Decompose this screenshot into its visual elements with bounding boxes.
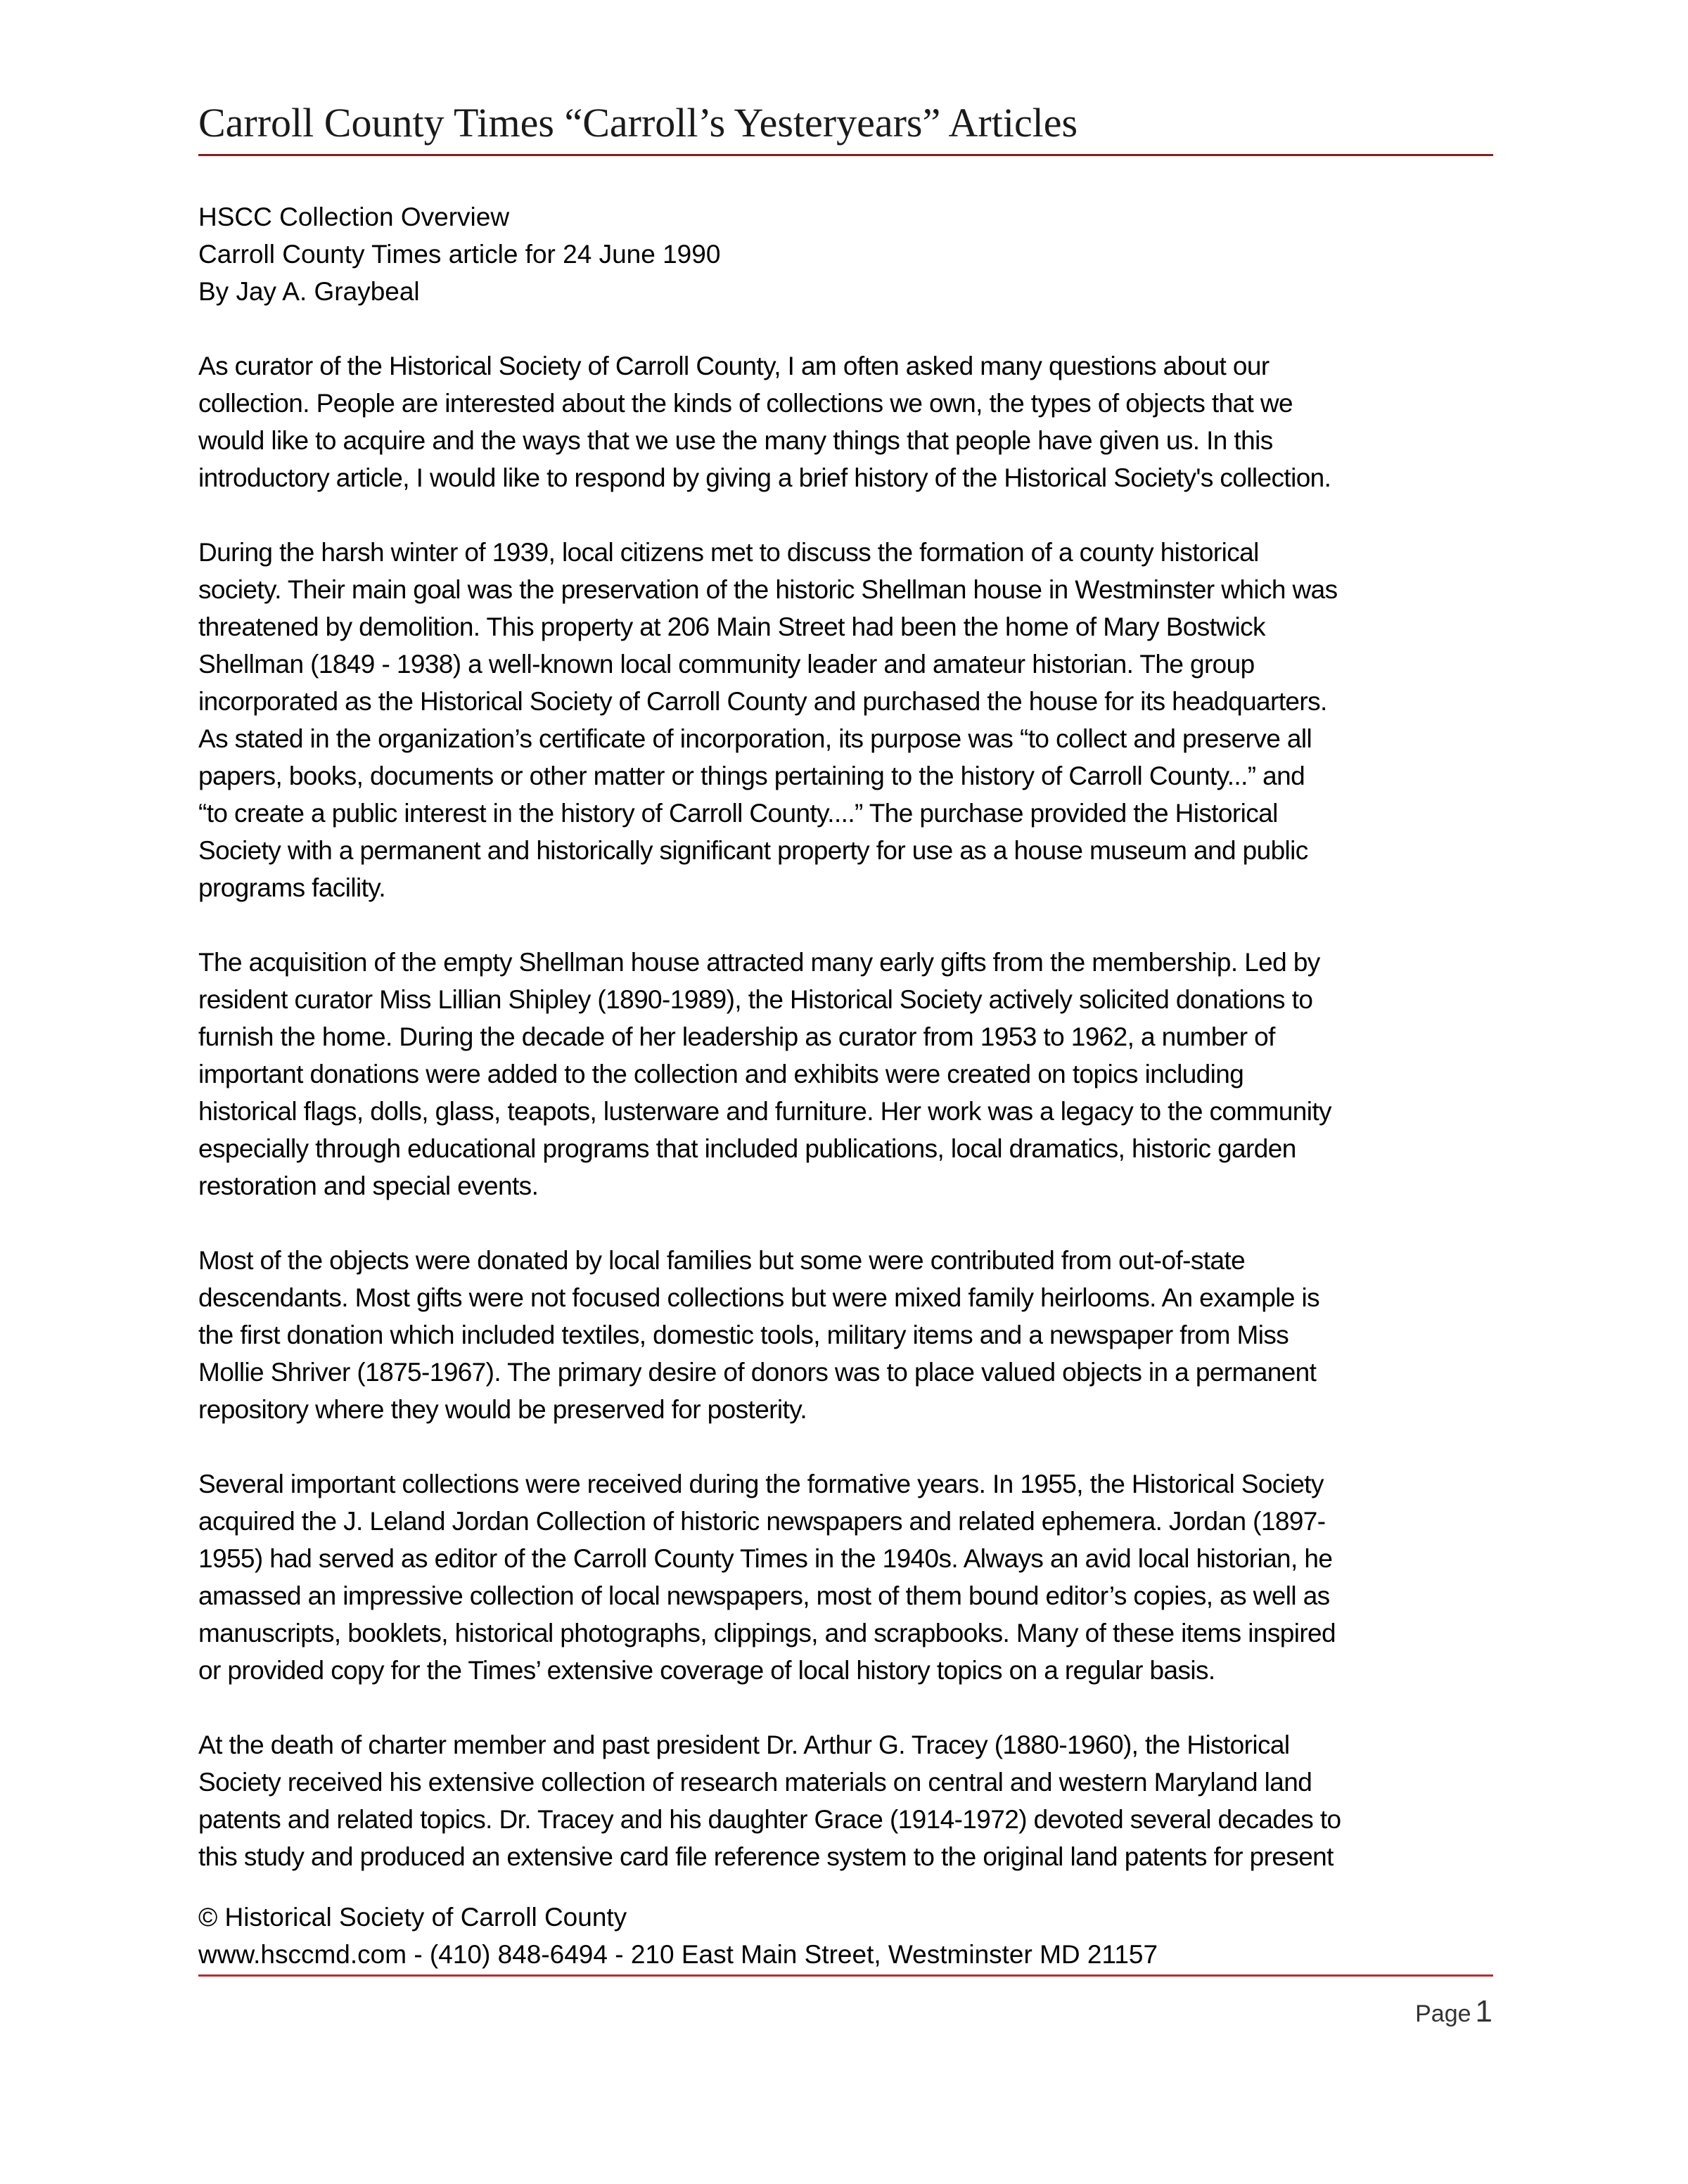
text-line: programs facility. [198,873,386,902]
text-line: important donations were added to the collection and exhibits were created on topics including [198,1060,1244,1088]
text-line: incorporated as the Historical Society of Carroll County and purchased the house for its headquarters. [198,687,1327,716]
text-line: the first donation which included textiles, domestic tools, military items and a newspaper from Miss [198,1321,1289,1349]
text-line: Shellman (1849 - 1938) a well-known local community leader and amateur historian. The group [198,650,1255,679]
text-line: furnish the home. During the decade of her leadership as curator from 1953 to 1962, a number of [198,1022,1275,1051]
paragraph-founding [198,534,1507,906]
text-line: As stated in the organization’s certificate of incorporation, its purpose was “to collect and preserve all [198,724,1312,753]
text-line: restoration and special events. [198,1171,539,1200]
text-line: descendants. Most gifts were not focused collections but were mixed family heirlooms. An example is [198,1283,1320,1312]
running-header-title: Carroll County Times “Carroll’s Yesteryears” Articles [198,100,1078,146]
text-line: introductory article, I would like to respond by giving a brief history of the Historical Society's collection. [198,463,1331,492]
text-line: manuscripts, booklets, historical photographs, clippings, and scrapbooks. Many of these items inspired [198,1619,1336,1647]
paragraph-donations [198,1242,1507,1428]
text-line: Several important collections were received during the formative years. In 1955, the Historical Society [198,1470,1324,1498]
article-series: HSCC Collection Overview [198,203,510,231]
text-line: During the harsh winter of 1939, local citizens met to discuss the formation of a county historical [198,538,1259,567]
text-line: collection. People are interested about the kinds of collections we own, the types of objects that we [198,389,1293,418]
footer-copyright: © Historical Society of Carroll County [198,1903,627,1932]
page-footer [198,1899,1158,1973]
paragraph-tracey-collection [198,1726,1507,1875]
text-line: As curator of the Historical Society of Carroll County, I am often asked many questions about our [198,352,1270,380]
text-line: society. Their main goal was the preservation of the historic Shellman house in Westminster which was [198,575,1338,604]
text-line: especially through educational programs that included publications, local dramatics, historic garden [198,1134,1296,1163]
text-line: or provided copy for the Times’ extensive coverage of local history topics on a regular basis. [198,1656,1215,1685]
footer-divider [198,1974,1493,1977]
paragraph-jordan-collection [198,1465,1507,1689]
text-line: “to create a public interest in the history of Carroll County....” The purchase provided the Historical [198,799,1278,828]
text-line: would like to acquire and the ways that we use the many things that people have given us. In this [198,426,1273,455]
text-line: Mollie Shriver (1875-1967). The primary desire of donors was to place valued objects in a permanent [198,1358,1317,1387]
paragraph-intro [198,347,1507,496]
text-line: 1955) had served as editor of the Carroll County Times in the 1940s. Always an avid local historian, he [198,1544,1333,1573]
text-line: Most of the objects were donated by local families but some were contributed from out-of-state [198,1246,1246,1275]
text-line: this study and produced an extensive card file reference system to the original land patents for present [198,1842,1334,1871]
paragraph-shellman-house [198,944,1507,1205]
text-line: patents and related topics. Dr. Tracey and his daughter Grace (1914-1972) devoted several decades to [198,1805,1341,1834]
article-body [198,198,1507,1875]
article-dateline: Carroll County Times article for 24 June 1990 [198,240,721,269]
page-label: Page [1415,2000,1471,2027]
text-line: amassed an impressive collection of local newspapers, most of them bound editor’s copies, as well as [198,1581,1330,1610]
text-line: threatened by demolition. This property at 206 Main Street had been the home of Mary Bostwick [198,612,1265,641]
header-divider [198,154,1493,156]
text-line: papers, books, documents or other matter or things pertaining to the history of Carroll County...” and [198,762,1305,790]
text-line: acquired the J. Leland Jordan Collection of historic newspapers and related ephemera. Jordan (1897- [198,1507,1326,1536]
text-line: At the death of charter member and past president Dr. Arthur G. Tracey (1880-1960), the Historical [198,1730,1290,1759]
page-number [1415,1994,1492,2029]
page-number-value: 1 [1475,1994,1492,2029]
text-line: historical flags, dolls, glass, teapots, lusterware and furniture. Her work was a legacy to the community [198,1097,1331,1126]
article-byline: By Jay A. Graybeal [198,277,420,306]
text-line: repository where they would be preserved for posterity. [198,1395,807,1424]
text-line: resident curator Miss Lillian Shipley (1890-1989), the Historical Society actively solicited donations to [198,985,1313,1014]
text-line: The acquisition of the empty Shellman house attracted many early gifts from the membership. Led by [198,948,1320,977]
text-line: Society received his extensive collection of research materials on central and western Maryland land [198,1768,1312,1797]
footer-contact: www.hsccmd.com - (410) 848-6494 - 210 East Main Street, Westminster MD 21157 [198,1940,1158,1969]
text-line: Society with a permanent and historically significant property for use as a house museum and public [198,836,1308,865]
